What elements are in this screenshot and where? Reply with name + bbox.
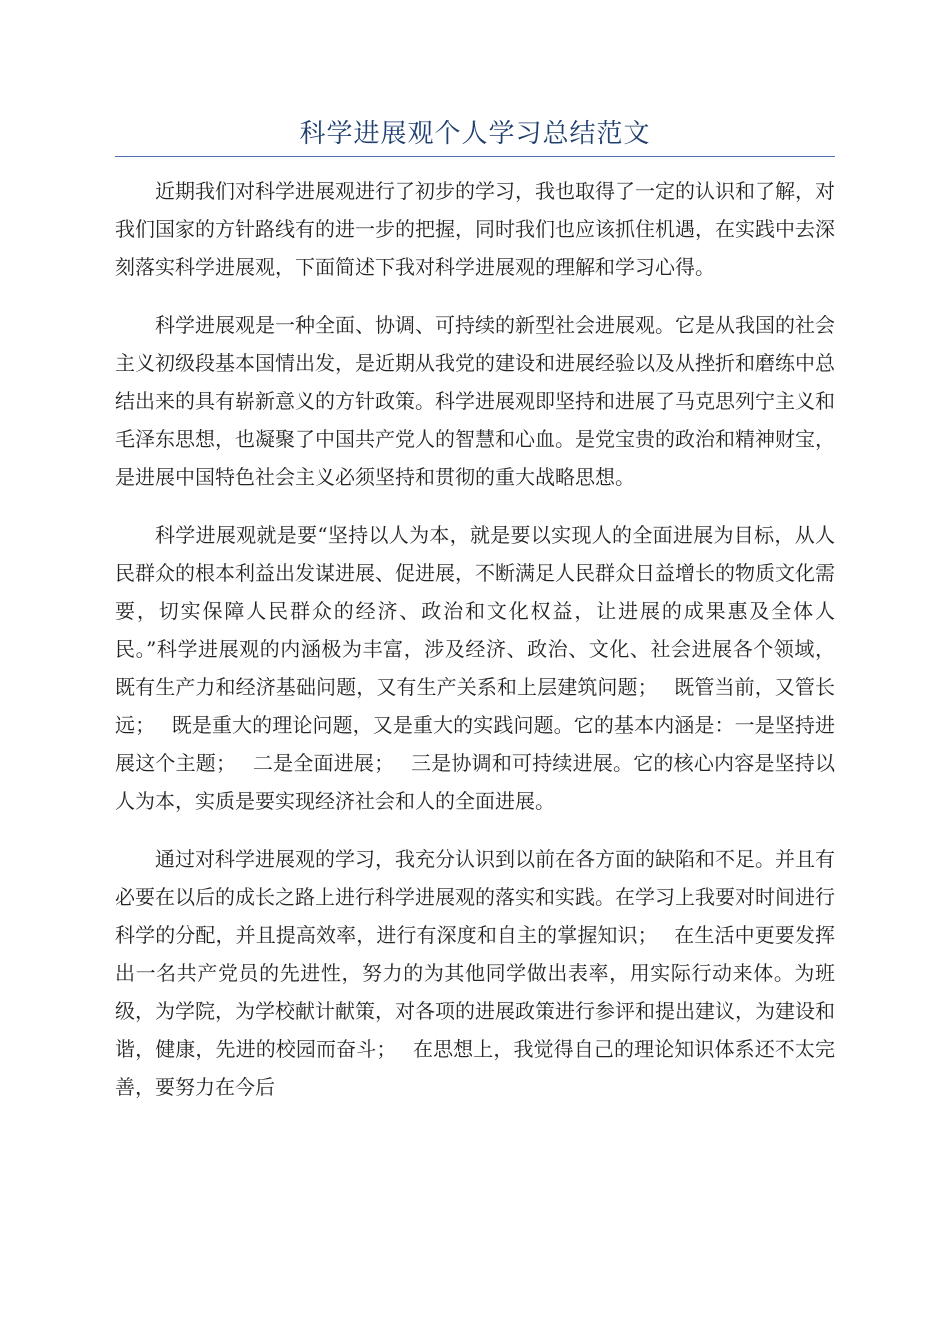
paragraph-1: 近期我们对科学进展观进行了初步的学习，我也取得了一定的认识和了解，对我们国家的方针路线有的进一步的把握，同时我们也应该抓住机遇，在实践中去深刻落实科学进展观，下面简述下我对科学进展观的理解和学习心得。 bbox=[115, 179, 835, 279]
document-title: 科学进展观个人学习总结范文 bbox=[299, 119, 651, 149]
title-block bbox=[115, 112, 835, 157]
paragraph-3: 科学进展观就是要“坚持以人为本，就是要以实现人的全面进展为目标，从人民群众的根本利益出发谋进展、促进展，不断满足人民群众日益增长的物质文化需要，切实保障人民群众的经济、政治和文化权益，让进展的成果惠及全体人民。”科学进展观的内涵极为丰富，涉及经济、政治、文化、社会进展各个领域，既有生产力和经济基础问题，又有生产关系和上层建筑问题； 既管当前，又管长远； 既是重大的理论问题，又是重大的实践问题。它的基本内涵是：一是坚持进展这个主题； 二是全面进展； 三是协调和可持续进展。它的核心内容是坚持以人为本，实质是要实现经济社会和人的全面进展。 bbox=[115, 523, 835, 813]
paragraph-2: 科学进展观是一种全面、协调、可持续的新型社会进展观。它是从我国的社会主义初级段基本国情出发，是近期从我党的建设和进展经验以及从挫折和磨练中总结出来的具有崭新意义的方针政策。科学进展观即坚持和进展了马克思列宁主义和毛泽东思想，也凝聚了中国共产党人的智慧和心血。是党宝贵的政治和精神财宝，是进展中国特色社会主义必须坚持和贯彻的重大战略思想。 bbox=[115, 313, 835, 489]
paragraph-4: 通过对科学进展观的学习，我充分认识到以前在各方面的缺陷和不足。并且有必要在以后的成长之路上进行科学进展观的落实和实践。在学习上我要对时间进行科学的分配，并且提高效率，进行有深度和自主的掌握知识； 在生活中更要发挥出一名共产党员的先进性，努力的为其他同学做出表率，用实际行动来体。为班级，为学院，为学校献计献策，对各项的进展政策进行参评和提出建议，为建设和谐，健康，先进的校园而奋斗； 在思想上，我觉得自己的理论知识体系还不太完善，要努力在今后 bbox=[115, 847, 835, 1099]
document-body bbox=[115, 172, 835, 1126]
